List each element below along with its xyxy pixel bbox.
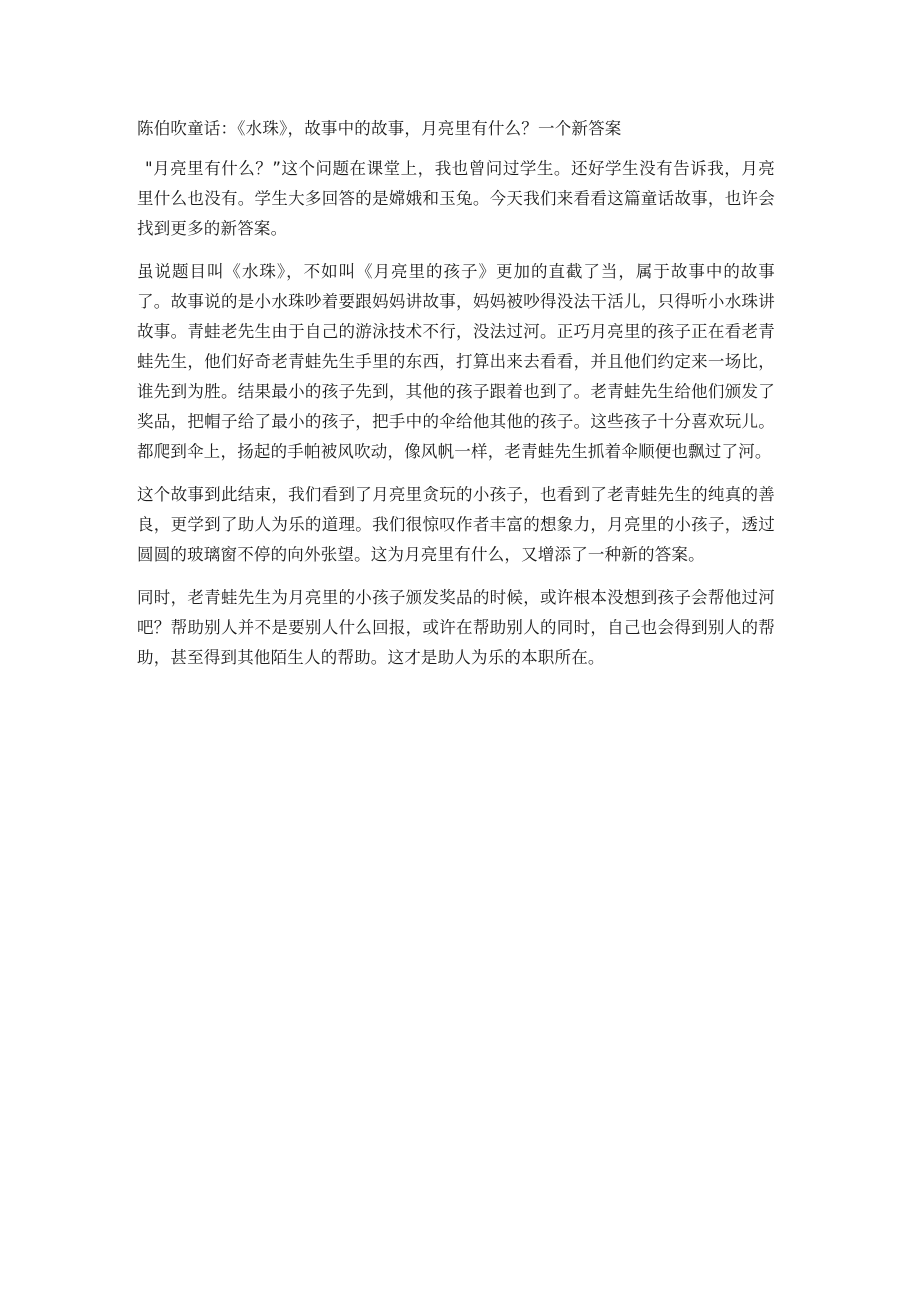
- document-title: 陈伯吹童话：《水珠》，故事中的故事，月亮里有什么？一个新答案: [137, 119, 622, 138]
- paragraph-4: 同时，老青蛙先生为月亮里的小孩子颁发奖品的时候，或许根本没想到孩子会帮他过河吧？帮助别人并不是要别人什么回报，或许在帮助别人的同时，自己也会得到别人的帮助，甚至得到其他陌生人的帮助。这才是助人为乐的本职所在。: [137, 588, 775, 667]
- document-page: [137, 114, 775, 686]
- paragraph-2: 虽说题目叫《水珠》，不如叫《月亮里的孩子》更加的直截了当，属于故事中的故事了。故事说的是小水珠吵着要跟妈妈讲故事，妈妈被吵得没法干活儿，只得听小水珠讲故事。青蛙老先生由于自己的游泳技术不行，没法过河。正巧月亮里的孩子正在看老青蛙先生，他们好奇老青蛙先生手里的东西，打算出来去看看，并且他们约定来一场比，谁先到为胜。结果最小的孩子先到，其他的孩子跟着也到了。老青蛙先生给他们颁发了奖品，把帽子给了最小的孩子，把手中的伞给他其他的孩子。这些孩子十分喜欢玩儿。都爬到伞上，扬起的手帕被风吹动，像风帆一样，老青蛙先生抓着伞顺便也飘过了河。: [137, 262, 775, 461]
- paragraph-1: "月亮里有什么？”这个问题在课堂上，我也曾问过学生。还好学生没有告诉我，月亮里什么也没有。学生大多回答的是嫦娥和玉兔。今天我们来看看这篇童话故事，也许会找到更多的新答案。: [137, 159, 775, 238]
- paragraph-3: 这个故事到此结束，我们看到了月亮里贪玩的小孩子，也看到了老青蛙先生的纯真的善良，更学到了助人为乐的道理。我们很惊叹作者丰富的想象力，月亮里的小孩子，透过圆圆的玻璃窗不停的向外张望。这为月亮里有什么，又增添了一种新的答案。: [137, 485, 775, 564]
